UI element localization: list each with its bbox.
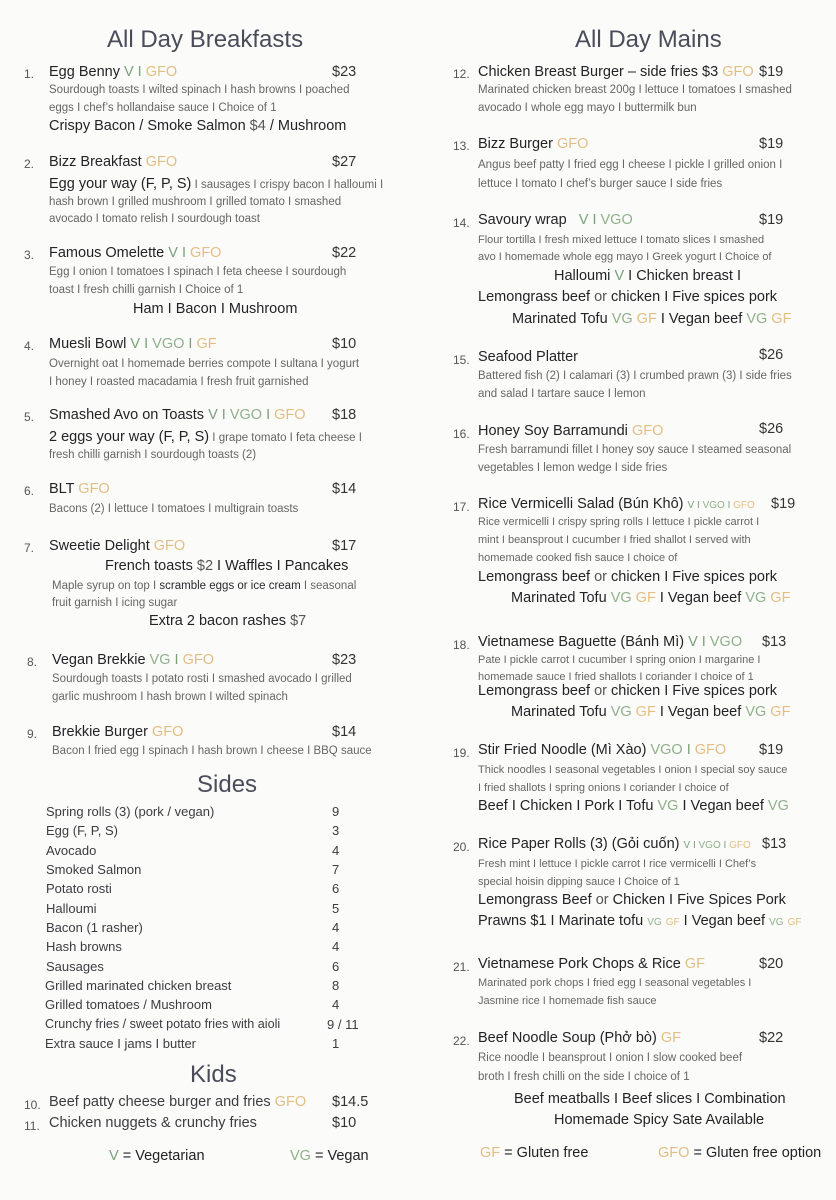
side-name: Avocado [46,843,97,858]
item-name [478,136,588,152]
item-name-text: Muesli Bowl [49,336,127,352]
item-desc-2: mint I beansprout I cucumber I fried shallot I served with [478,534,751,546]
choice-text: Lemongrass beef [478,289,595,305]
tag-separator: I [262,407,275,423]
tag-separator: I [177,245,191,261]
item-price: $18 [332,407,357,423]
desc-text: Maple syrup on top I [52,580,160,592]
item-choices [49,118,346,134]
item-desc-1: Overnight oat I homemade berries compote I sultana I yogurt [49,358,360,370]
tag-gf: GF [196,336,217,352]
item-name: Chicken nuggets & crunchy fries [49,1115,257,1131]
side-price: 8 [332,978,340,993]
item-price: $26 [759,347,784,363]
item-name [478,634,742,650]
item-number: 4. [24,339,35,353]
side-name: Grilled marinated chicken breast [45,978,232,993]
tag-vg: VG [767,798,789,814]
item-desc-1: Marinated pork chops I fried egg I seasonal vegetables I [478,977,752,989]
tag-vg: VG [610,704,632,720]
choice-text: I Chicken breast I [624,268,741,284]
item-lead-rest: I sausages I crispy bacon I halloumi I [191,179,384,191]
item-desc-2: homemade sauce I fried shallots I coriander I choice of 1 [478,671,754,683]
item-desc-1: Rice vermicelli I crispy spring rolls I lettuce I pickle carrot I [478,516,760,528]
tag-separator: I [133,64,146,80]
item-desc-1 [52,577,356,595]
side-price: 5 [332,901,340,916]
side-name: Hash browns [46,939,122,954]
item-price: $19 [759,64,784,80]
item-lead-rest: I grape tomato I feta cheese I [209,432,362,444]
tag-gfo: GFO [151,724,184,740]
tag-vg: VG [610,590,632,606]
item-desc-2: broth I fresh chilli on the side I choice of 1 [478,1071,690,1083]
breakfasts-title: All Day Breakfasts [107,26,304,53]
choice-text: Lemongrass beef [478,569,595,585]
choice-text: chicken I Five spices pork [606,683,778,699]
item-price: $10 [332,1115,357,1131]
side-price: 9 / 11 [327,1017,359,1032]
item-name-text: Vietnamese Baguette (Bánh Mì) [478,634,685,650]
item-name-text: Bizz Burger [478,136,553,152]
tag-v: V [683,840,691,851]
tag-separator: I [720,840,730,851]
legend-text: = Vegan [310,1148,369,1164]
tag-gfo: GFO [729,840,751,851]
item-choices-2: Homemade Spicy Sate Available [554,1112,765,1128]
item-number: 20. [453,840,470,854]
item-name [52,652,214,668]
item-number: 11. [24,1119,40,1133]
item-number: 8. [27,655,38,669]
item-price: $26 [759,421,784,437]
item-name-text: Vietnamese Pork Chops & Rice [478,956,681,972]
item-name [49,481,110,497]
item-name [49,407,306,423]
side-price: 1 [332,1036,340,1051]
item-desc-1: hash brown I grilled mushroom I grilled tomato I smashed [49,196,342,208]
choice-text: Lemongrass beef [478,683,595,699]
tag-gf: GF [787,917,802,928]
item-name-text: Beef Noodle Soup (Phở bò) [478,1030,657,1046]
item-price: $27 [332,154,357,170]
item-desc-1: Angus beef patty I fried egg I cheese I pickle I grilled onion I [478,159,783,171]
side-name: Crunchy fries / sweet potato fries with aioli [45,1017,281,1031]
side-price: 6 [332,959,340,974]
side-name: Spring rolls (3) (pork / vegan) [46,804,215,819]
side-name: Halloumi [46,901,97,916]
item-choices [105,558,348,574]
tag-gfo: GFO [631,423,664,439]
choice-or: or [594,683,607,699]
side-name: Egg (F, P, S) [46,823,119,838]
mains-title: All Day Mains [575,26,722,53]
item-choices-2 [478,289,777,305]
choice-price: $2 [196,558,214,574]
item-price: $14 [332,724,357,740]
choice-text: I Vegan beef [655,590,746,606]
item-price: $23 [332,652,357,668]
item-number: 9. [27,727,38,741]
tag-gf: GF [770,704,791,720]
tag-vgo: VGO [709,634,743,650]
item-choices: Ham I Bacon I Mushroom [133,301,298,317]
item-price: $19 [759,136,784,152]
side-price: 4 [332,939,340,954]
item-name [49,1094,306,1110]
tag-vgo: VGO [702,500,725,511]
choice-or: or [594,289,607,305]
item-desc-2: avocado I whole egg mayo I buttermilk bun [478,102,697,114]
tag-separator: I [170,652,183,668]
side-name: Grilled tomatoes / Mushroom [45,997,212,1012]
legend-vegetarian [109,1148,205,1164]
tag-gfo: GFO [733,500,755,511]
item-name-text: Rice Vermicelli Salad (Bún Khô) [478,496,684,512]
tag-vg: VG [657,798,679,814]
tag-gf: GF [635,590,656,606]
side-price: 7 [332,862,340,877]
tag-vgo: VGO [600,212,633,228]
item-name [49,538,185,554]
item-desc-1: Marinated chicken breast 200g I lettuce I tomatoes I smashed [478,84,792,96]
tag-v: V [130,336,141,352]
legend-code: VG [290,1148,311,1164]
item-desc-2: garlic mushroom I hash brown I wilted spinach [52,691,288,703]
item-desc-2: lettuce I tomato I chef’s burger sauce I side fries [478,178,723,190]
item-price: $19 [771,496,796,512]
item-name [478,836,751,852]
choice-text: I Vegan beef [679,913,770,929]
legend-code: GFO [658,1145,690,1161]
choice-text: I Waffles I Pancakes [213,558,349,574]
side-name: Sausages [46,959,104,974]
item-name [478,496,755,512]
choice-text: I Vegan beef [656,311,747,327]
tag-gfo: GFO [694,742,727,758]
item-choices [478,798,789,814]
tag-gfo: GFO [182,652,215,668]
item-name-text: BLT [49,481,75,497]
side-price: 3 [332,823,340,838]
item-desc-2: special hoisin dipping sauce I Choice of 1 [478,876,680,888]
side-price: 4 [332,997,340,1012]
item-number: 22. [453,1034,470,1048]
choice-or: or [594,569,607,585]
item-price: $19 [759,212,784,228]
item-price: $23 [332,64,357,80]
item-desc-2: I honey I roasted macadamia I fresh fruit garnished [49,376,309,388]
tag-gf: GF [665,917,680,928]
item-name-text: Savoury wrap [478,212,567,228]
side-price: 4 [332,843,340,858]
tag-v: V [168,245,178,261]
item-number: 6. [24,484,35,498]
tag-vgo: VGO [152,336,185,352]
item-choices-3 [511,704,790,720]
item-name [478,1030,681,1046]
tag-separator: I [697,634,710,650]
sides-title: Sides [197,771,258,798]
tag-v: V [614,268,625,284]
choice-text: I Vegan beef [655,704,746,720]
tag-separator: I [140,336,153,352]
item-name [478,212,633,228]
item-name [478,423,663,439]
choice-text: French toasts [105,558,197,574]
tag-vg: VG [746,311,768,327]
item-desc-1: Thick noodles I seasonal vegetables I onion I special soy sauce [478,764,788,776]
tag-vg: VG [745,704,767,720]
choice-text: Marinated Tofu [511,704,611,720]
item-name-text: Rice Paper Rolls (3) (Gỏi cuốn) [478,836,680,852]
item-name [49,154,177,170]
item-lead [49,175,383,194]
tag-gf: GF [636,311,657,327]
tag-vg: VG [647,917,662,928]
item-number: 1. [24,67,35,81]
item-price: $13 [762,634,787,650]
item-name-text: Brekkie Burger [52,724,148,740]
item-desc-1: Fresh mint I lettuce I pickle carrot I rice vermicelli I Chef’s [478,858,757,870]
item-number: 18. [453,638,470,652]
tag-vg: VG [769,917,784,928]
item-desc-2: toast I fresh chilli garnish I Choice of 1 [49,284,244,296]
item-number: 16. [453,427,470,441]
item-name-text: Beef patty cheese burger and fries [49,1094,271,1110]
legend-gluten-free-option [658,1145,821,1161]
desc-text: I seasonal [300,580,357,592]
choice-text: Lemongrass Beef [478,892,596,908]
tag-v: V [123,64,134,80]
tag-separator: I [682,742,695,758]
item-name-text: Vegan Brekkie [52,652,146,668]
tag-gfo: GFO [274,1094,307,1110]
choice-text: Chicken I Five Spices Pork [608,892,786,908]
item-name-text: Bizz Breakfast [49,154,142,170]
item-choices-3 [511,590,790,606]
tag-separator: I [184,336,197,352]
item-name [478,956,705,972]
item-number: 3. [24,248,35,262]
tag-separator: I [690,840,699,851]
item-lead-text: 2 eggs your way (F, P, S) [49,429,210,445]
legend-text: = Gluten free [500,1145,589,1161]
legend-text: = Gluten free option [689,1145,822,1161]
item-number: 21. [453,960,470,974]
item-price: $10 [332,336,357,352]
tag-gfo: GFO [78,481,110,497]
tag-gfo: GFO [145,64,178,80]
choice-text: Crispy Bacon / Smoke Salmon [49,118,250,134]
item-choices-1 [554,268,741,284]
item-desc-1: fresh chilli garnish I sourdough toasts (2) [49,449,257,461]
tag-gfo: GFO [722,64,754,80]
item-number: 2. [24,157,35,171]
tag-v: V [578,212,589,228]
tag-gf: GF [635,704,656,720]
item-extra [149,613,306,629]
choice-text: Prawns $1 I Marinate tofu [478,913,648,929]
choice-text: I Vegan beef [678,798,768,814]
tag-vgo: VGO [698,840,721,851]
item-price: $14.5 [332,1094,369,1110]
item-number: 13. [453,139,470,153]
item-price: $17 [332,538,357,554]
side-name: Potato rosti [46,881,112,896]
item-choices-3 [478,913,802,929]
item-name [49,245,221,261]
tag-gfo: GFO [274,407,306,423]
item-desc-1: Bacon I fried egg I spinach I hash brown I cheese I BBQ sauce [52,745,372,757]
choice-text: Marinated Tofu [511,590,611,606]
side-price: 9 [332,804,340,819]
item-number: 19. [453,746,470,760]
item-name [49,336,217,352]
tag-gf: GF [771,311,792,327]
item-lead-text: Egg your way (F, P, S) [49,176,192,192]
tag-separator: I [694,500,703,511]
legend-code: GF [480,1145,501,1161]
side-price: 4 [332,920,340,935]
item-name: Seafood Platter [478,349,578,365]
choice-text: / Mushroom [265,118,347,134]
item-desc-2: I fried shallots I spring onions I coriander I choice of [478,782,729,794]
item-number: 17. [453,500,470,514]
item-name-text: Egg Benny [49,64,120,80]
item-choices-2 [478,892,786,908]
item-desc-2: fruit garnish I icing sugar [52,597,178,609]
extra-price: $7 [290,613,307,629]
tag-separator: I [724,500,734,511]
item-name [52,724,183,740]
item-name-text: Stir Fried Noodle (Mì Xào) [478,742,647,758]
tag-v: V [208,407,218,423]
tag-gfo: GFO [153,538,186,554]
item-desc-2: avocado I tomato relish I sourdough toast [49,213,260,225]
tag-gfo: GFO [556,136,589,152]
kids-title: Kids [190,1061,237,1088]
tag-vg: VG [611,311,633,327]
item-number: 7. [24,541,35,555]
item-desc-1: Rice noodle I beansprout I onion I slow cooked beef [478,1052,743,1064]
tag-v: V [687,500,695,511]
choice-text: Marinated Tofu [512,311,612,327]
item-name-text: Honey Soy Barramundi [478,423,628,439]
desc-highlight: scramble eggs or ice cream [159,580,301,592]
item-desc-1: Battered fish (2) I calamari (3) I crumbed prawn (3) I side fries [478,370,792,382]
tag-gfo: GFO [190,245,222,261]
tag-vgo: VGO [229,407,263,423]
tag-vg: VG [149,652,171,668]
item-price: $20 [759,956,784,972]
item-choices-2 [478,683,777,699]
item-price: $22 [759,1030,784,1046]
tag-vg: VG [745,590,767,606]
legend-code: V [109,1148,119,1164]
item-desc-1: Sourdough toasts I potato rosti I smashed avocado I grilled [52,673,352,685]
legend-text: = Vegetarian [118,1148,205,1164]
item-name-text: Famous Omelette [49,245,165,261]
side-name: Bacon (1 rasher) [46,920,143,935]
side-price: 6 [332,881,340,896]
item-desc-1: Fresh barramundi fillet I honey soy sauce I steamed seasonal [478,444,792,456]
item-name [49,64,177,80]
item-desc-1: Flour tortilla I fresh mixed lettuce I tomato slices I smashed [478,234,765,246]
choice-text: chicken I Five spices pork [606,289,778,305]
choice-or: or [595,892,609,908]
item-desc-1: Pate I pickle carrot I cucumber I spring onion I margarine I [478,654,761,666]
item-name-text: Smashed Avo on Toasts [49,407,205,423]
item-choices-3 [512,311,791,327]
tag-gfo: GFO [145,154,178,170]
item-desc-2: vegetables I lemon wedge I side fries [478,462,668,474]
item-name [478,742,726,758]
tag-gf: GF [770,590,791,606]
side-name: Smoked Salmon [46,862,142,877]
tag-gf: GF [660,1030,681,1046]
item-desc-1: Sourdough toasts I wilted spinach I hash browns I poached [49,84,350,96]
item-desc-1: Bacons (2) I lettuce I tomatoes I multigrain toasts [49,503,299,515]
extra-text: Extra 2 bacon rashes [149,613,291,629]
tag-v: V [688,634,698,650]
side-name: Extra sauce I jams I butter [45,1036,197,1051]
item-desc-2: and salad I tartare sauce I lemon [478,388,646,400]
tag-gf: GF [684,956,706,972]
item-lead [49,428,362,447]
item-number: 15. [453,353,470,367]
choice-text: Beef I Chicken I Pork I Tofu [478,798,658,814]
legend-vegan [290,1148,369,1164]
tag-separator: I [588,212,601,228]
item-name-text: Chicken Breast Burger – side fries $3 [478,64,719,80]
item-number: 12. [453,67,470,81]
item-price: $13 [762,836,787,852]
item-name [478,64,754,80]
item-number: 14. [453,216,470,230]
item-price: $14 [332,481,357,497]
item-number: 5. [24,410,35,424]
item-number: 10. [24,1098,41,1112]
item-desc-3: homemade cooked fish sauce I choice of [478,552,678,564]
tag-separator: I [217,407,230,423]
item-choices-1: Beef meatballs I Beef slices I Combination [514,1091,786,1107]
item-name-text: Sweetie Delight [49,538,150,554]
item-choices-2 [478,569,777,585]
item-desc-2: eggs I chef’s hollandaise sauce I Choice of 1 [49,102,277,114]
choice-text: chicken I Five spices pork [606,569,778,585]
choice-text: Halloumi [554,268,615,284]
tag-vgo: VGO [650,742,683,758]
item-desc-2: Jasmine rice I homemade fish sauce [478,995,657,1007]
item-price: $19 [759,742,784,758]
legend-gluten-free [480,1145,588,1161]
item-desc-2: avo I homemade whole egg mayo I Greek yogurt I Choice of [478,251,772,263]
item-price: $22 [332,245,357,261]
item-desc-1: Egg I onion I tomatoes I spinach I feta cheese I sourdough [49,266,347,278]
choice-price: $4 [249,118,266,134]
